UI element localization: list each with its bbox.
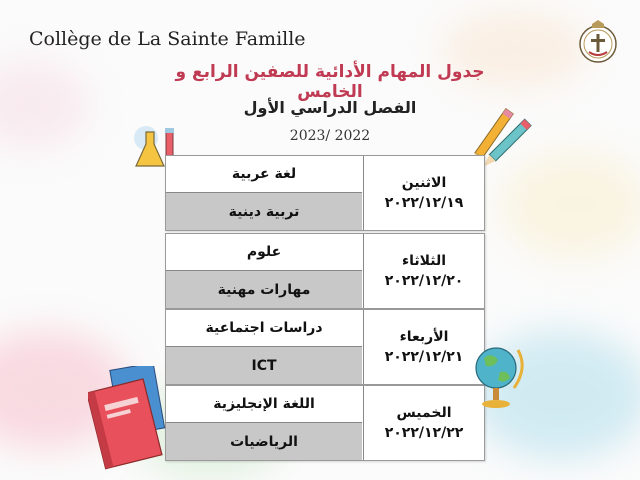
- day-date: ٢٠٢٢/١٢/٢٢: [384, 425, 464, 441]
- schedule-table: [165, 155, 485, 463]
- schedule-row-wednesday: [165, 309, 485, 385]
- school-crest-icon: [577, 18, 619, 66]
- schedule-row-thursday: [165, 385, 485, 461]
- subject-cell: الرياضيات: [166, 423, 362, 460]
- subject-cell: ICT: [166, 347, 362, 384]
- day-name: الخميس: [396, 405, 452, 421]
- subject-cell: لغة عربية: [166, 156, 362, 193]
- day-cell: [363, 234, 484, 308]
- day-date: ٢٠٢٢/١٢/١٩: [384, 195, 464, 211]
- day-name: الاثنين: [401, 175, 447, 191]
- subject-cell: دراسات اجتماعية: [166, 310, 362, 347]
- page-title: جدول المهام الأدائية للصفين الرابع و الخامس: [175, 62, 485, 102]
- subject-cell: مهارات مهنية: [166, 271, 362, 308]
- subject-cell: تربية دينية: [166, 193, 362, 230]
- globe-icon: [470, 340, 526, 412]
- day-date: ٢٠٢٢/١٢/٢٠: [384, 273, 464, 289]
- school-name: Collège de La Sainte Famille: [29, 28, 306, 50]
- semester-subtitle: الفصل الدراسي الأول: [243, 98, 417, 117]
- day-cell: [363, 310, 484, 384]
- schedule-row-monday: [165, 155, 485, 231]
- academic-year: 2023/ 2022: [289, 128, 371, 144]
- day-cell: [363, 156, 484, 230]
- day-cell: [363, 386, 484, 460]
- day-name: الثلاثاء: [401, 253, 447, 269]
- schedule-row-tuesday: [165, 233, 485, 309]
- subject-cell: اللغة الإنجليزية: [166, 386, 362, 423]
- books-icon: [88, 366, 174, 476]
- day-date: ٢٠٢٢/١٢/٢١: [384, 349, 464, 365]
- day-name: الأربعاء: [399, 329, 449, 345]
- subject-cell: علوم: [166, 234, 362, 271]
